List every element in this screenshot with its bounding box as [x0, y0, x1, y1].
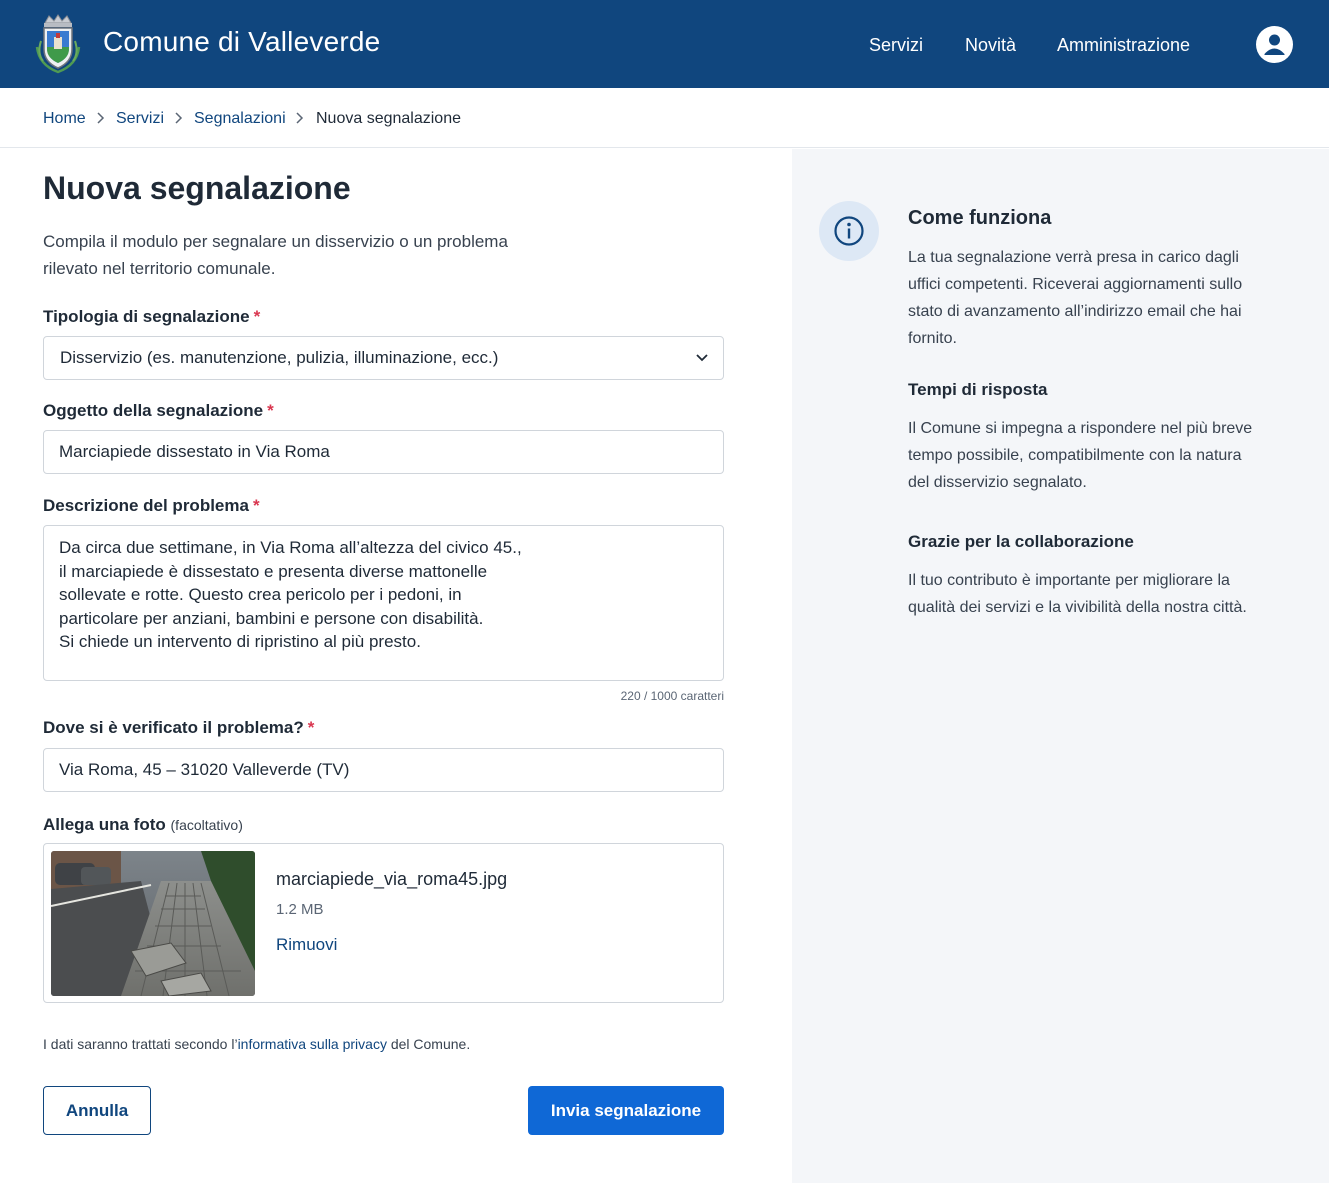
sidebar-heading-tempi: Tempi di risposta: [908, 380, 1048, 399]
oggetto-input[interactable]: [43, 430, 724, 474]
user-icon: [1256, 26, 1293, 63]
nav-link-servizi[interactable]: Servizi: [869, 35, 924, 55]
attachment-preview: [43, 843, 724, 1003]
required-marker: *: [252, 496, 260, 515]
sidebar-text-tempi: Il Comune si impegna a rispondere nel più breve tempo possibile, compatibilmente con la natura del disservizio segnalato.: [908, 420, 1253, 491]
tipologia-select[interactable]: [43, 336, 724, 380]
optional-hint: (facoltativo): [170, 817, 243, 833]
nav-link-novita[interactable]: Novità: [965, 35, 1017, 55]
cancel-button[interactable]: Annulla: [43, 1086, 151, 1135]
remove-attachment-link[interactable]: Rimuovi: [276, 935, 338, 954]
descrizione-label: Descrizione del problema *: [43, 496, 260, 515]
site-title[interactable]: Comune di Valleverde: [103, 26, 381, 57]
site-header: [0, 0, 1329, 88]
breadcrumb-servizi[interactable]: Servizi: [116, 110, 165, 127]
luogo-input[interactable]: [43, 748, 724, 792]
descrizione-textarea[interactable]: [43, 525, 724, 681]
privacy-policy-link[interactable]: informativa sulla privacy: [237, 1036, 387, 1052]
luogo-label: Dove si è verificato il problema? *: [43, 718, 315, 737]
breadcrumb: [0, 88, 1329, 148]
tipologia-selected-value: Disservizio (es. manutenzione, pulizia, illuminazione, ecc.): [60, 348, 499, 367]
required-marker: *: [253, 307, 261, 326]
required-marker: *: [307, 718, 315, 737]
foto-label: Allega una foto (facoltativo): [43, 815, 243, 834]
chevron-right-icon: [96, 111, 106, 125]
chevron-right-icon: [295, 111, 305, 125]
photo-thumbnail[interactable]: [51, 851, 255, 996]
nav-link-amministrazione[interactable]: Amministrazione: [1057, 35, 1191, 55]
breadcrumb-home[interactable]: Home: [43, 110, 86, 127]
submit-report-button[interactable]: Invia segnalazione: [528, 1086, 724, 1135]
sidebar-text-grazie: Il tuo contributo è importante per migliorare la qualità dei servizi e la vivibilità della nostra città.: [908, 572, 1247, 616]
required-marker: *: [267, 401, 274, 420]
municipal-crest-icon: [33, 13, 83, 75]
page-title: Nuova segnalazione: [43, 170, 351, 206]
info-icon: [819, 201, 879, 261]
chevron-down-icon: [695, 353, 709, 363]
tipologia-label: Tipologia di segnalazione *: [43, 307, 261, 326]
user-account-button[interactable]: [1256, 26, 1293, 63]
page-intro: Compila il modulo per segnalare un disservizio o un problema rilevato nel territorio comunale.: [43, 232, 508, 278]
chevron-right-icon: [174, 111, 184, 125]
sidebar-heading-grazie: Grazie per la collaborazione: [908, 532, 1134, 551]
breadcrumb-segnalazioni[interactable]: Segnalazioni: [194, 110, 286, 127]
sidebar-text: La tua segnalazione verrà presa in carico dagli uffici competenti. Riceverai aggiornamenti sullo stato di avanzamento all’indirizzo email che hai fornito.: [908, 249, 1243, 347]
breadcrumb-current: Nuova segnalazione: [316, 110, 461, 127]
privacy-notice: I dati saranno trattati secondo l’informativa sulla privacy del Comune.: [43, 1036, 471, 1052]
oggetto-label: Oggetto della segnalazione *: [43, 401, 274, 420]
attachment-file-size: 1.2 MB: [276, 901, 324, 918]
attachment-file-name: marciapiede_via_roma45.jpg: [276, 869, 508, 889]
sidebar-title: Come funziona: [908, 207, 1052, 229]
character-counter: 220 / 1000 caratteri: [620, 689, 724, 703]
